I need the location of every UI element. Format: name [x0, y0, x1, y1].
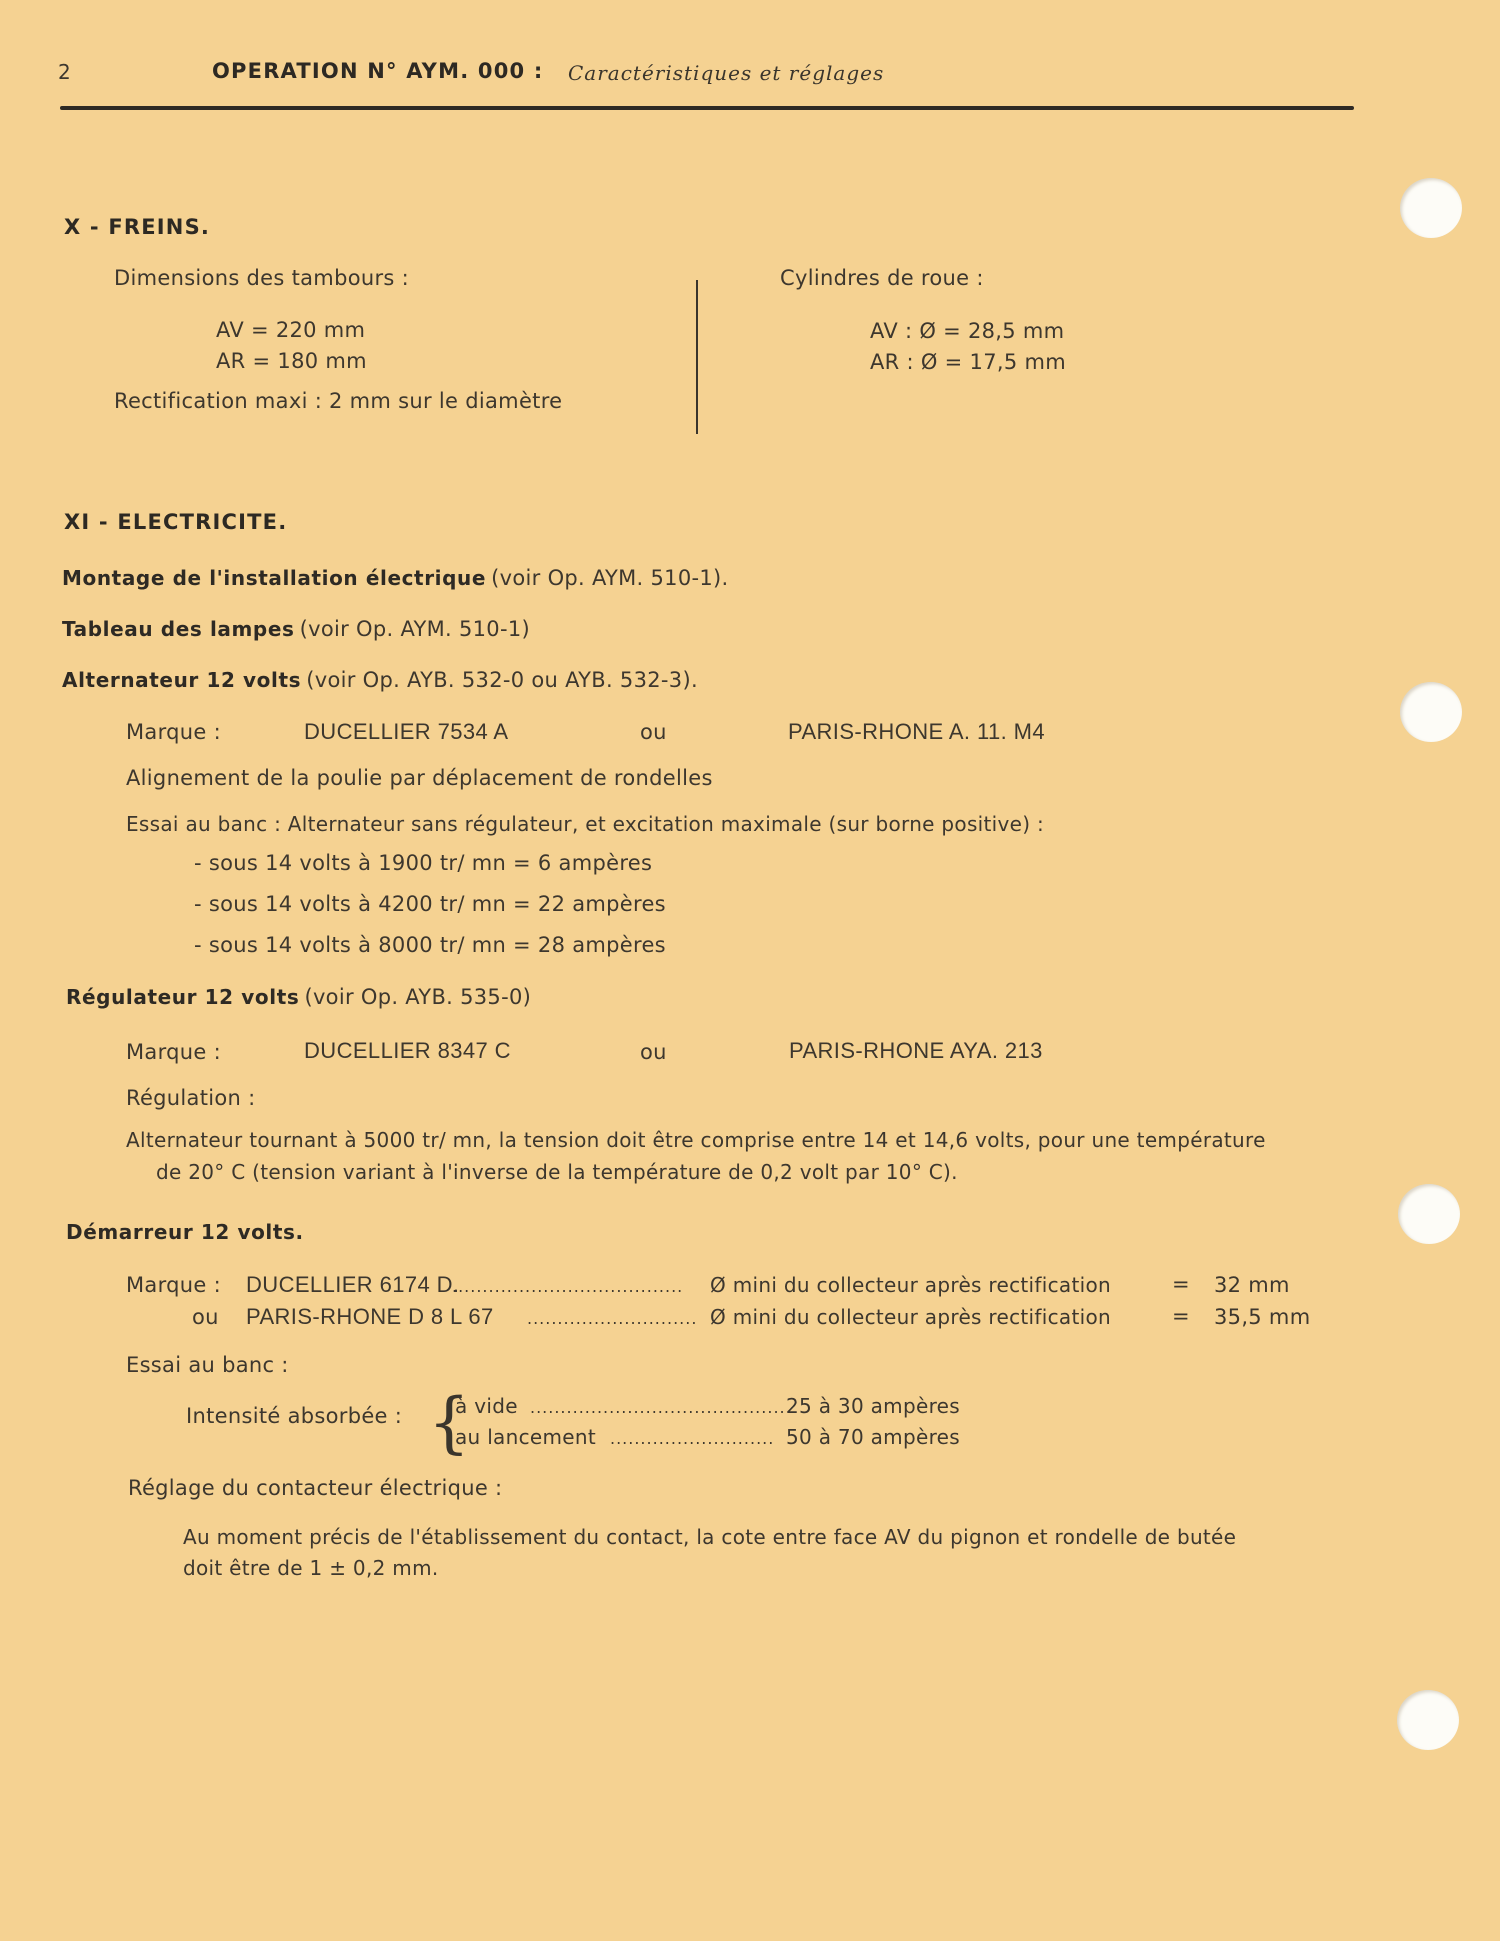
demarreur-label: Démarreur 12 volts.	[66, 1220, 304, 1244]
dem-marque-label: Marque :	[126, 1273, 221, 1297]
brace-symbol: {	[428, 1384, 470, 1461]
tableau-label: Tableau des lampes	[62, 617, 295, 641]
dem-dots-2: ............................	[527, 1309, 698, 1328]
binder-hole	[1400, 178, 1462, 238]
dem-value-1: 32 mm	[1214, 1273, 1290, 1297]
binder-hole	[1400, 682, 1462, 742]
alt-marque-1: DUCELLIER 7534 A	[304, 719, 509, 744]
dem-essai-label: Essai au banc :	[126, 1353, 289, 1377]
dem-equals-1: =	[1172, 1272, 1190, 1296]
section-electricite-title: XI - ELECTRICITE.	[64, 510, 288, 534]
alignement-text: Alignement de la poulie par déplacement de rondelles	[126, 766, 713, 790]
dem-value-2: 35,5 mm	[1214, 1305, 1311, 1329]
dem-collecteur-2: Ø mini du collecteur après rectification	[710, 1305, 1111, 1329]
lancement-label: au lancement	[455, 1425, 596, 1449]
alternateur-label: Alternateur 12 volts	[62, 668, 302, 692]
header-rule	[60, 106, 1354, 110]
section-freins-title: X - FREINS.	[64, 215, 211, 239]
tambours-label: Dimensions des tambours :	[114, 266, 409, 290]
montage-line	[62, 566, 729, 590]
page-number: 2	[58, 60, 72, 84]
dem-marque-2: PARIS-RHONE D 8 L 67	[246, 1304, 494, 1329]
regulation-label: Régulation :	[126, 1086, 256, 1110]
reg-ou: ou	[640, 1040, 667, 1064]
dem-dots-1: ......................................	[452, 1277, 684, 1296]
dem-equals-2: =	[1172, 1304, 1190, 1328]
tableau-ref: (voir Op. AYM. 510-1)	[299, 617, 530, 641]
reg-marque-2: PARIS-RHONE AYA. 213	[789, 1038, 1043, 1063]
vide-label: à vide	[455, 1394, 518, 1418]
cylindre-av: AV : Ø = 28,5 mm	[870, 319, 1065, 343]
dem-ou: ou	[192, 1305, 219, 1329]
alt-marque-label: Marque :	[126, 720, 221, 744]
cylindre-ar: AR : Ø = 17,5 mm	[870, 350, 1067, 374]
reg-marque-label: Marque :	[126, 1040, 221, 1064]
essai-line-3: - sous 14 volts à 8000 tr/ mn = 28 ampères	[194, 933, 666, 957]
tambour-av: AV = 220 mm	[216, 318, 366, 342]
binder-hole	[1398, 1184, 1460, 1244]
alt-ou: ou	[640, 720, 667, 744]
regulateur-ref: (voir Op. AYB. 535-0)	[304, 985, 532, 1009]
essai-line-2: - sous 14 volts à 4200 tr/ mn = 22 ampères	[194, 892, 666, 916]
cylindres-label: Cylindres de roue :	[780, 266, 984, 290]
alt-marque-2: PARIS-RHONE A. 11. M4	[788, 719, 1045, 744]
regulation-line-1: Alternateur tournant à 5000 tr/ mn, la tension doit être comprise entre 14 et 14,6 volts, pour une température	[126, 1128, 1266, 1152]
page-subtitle: Caractéristiques et réglages	[568, 61, 885, 85]
alternateur-ref: (voir Op. AYB. 532-0 ou AYB. 532-3).	[306, 668, 698, 692]
lancement-value: 50 à 70 ampères	[786, 1425, 960, 1449]
essai-line-1: - sous 14 volts à 1900 tr/ mn = 6 ampères	[194, 851, 653, 875]
lancement-dots: ...........................	[610, 1429, 775, 1448]
vide-dots: ...........................................	[530, 1398, 792, 1417]
tambour-ar: AR = 180 mm	[216, 349, 367, 373]
column-divider	[696, 280, 698, 434]
dem-collecteur-1: Ø mini du collecteur après rectification	[710, 1273, 1111, 1297]
reg-marque-1: DUCELLIER 8347 C	[304, 1038, 511, 1063]
tableau-line	[62, 617, 530, 641]
contacteur-label: Réglage du contacteur électrique :	[128, 1476, 503, 1500]
vide-value: 25 à 30 ampères	[786, 1394, 960, 1418]
contacteur-line-2: doit être de 1 ± 0,2 mm.	[183, 1556, 439, 1580]
operation-title: OPERATION N° AYM. 000 :	[212, 59, 544, 83]
intensite-label: Intensité absorbée :	[186, 1404, 403, 1428]
montage-label: Montage de l'installation électrique	[62, 566, 487, 590]
montage-ref: (voir Op. AYM. 510-1).	[491, 566, 729, 590]
binder-hole	[1397, 1690, 1459, 1750]
rectification-text: Rectification maxi : 2 mm sur le diamètre	[114, 389, 563, 413]
regulateur-label: Régulateur 12 volts	[66, 985, 300, 1009]
essai-banc-text: Essai au banc : Alternateur sans régulateur, et excitation maximale (sur borne positive) :	[126, 812, 1045, 836]
regulation-line-2: de 20° C (tension variant à l'inverse de la température de 0,2 volt par 10° C).	[156, 1160, 958, 1184]
alternateur-line	[62, 668, 698, 692]
regulateur-line	[66, 985, 531, 1009]
dem-marque-1: DUCELLIER 6174 D.	[246, 1272, 460, 1297]
contacteur-line-1: Au moment précis de l'établissement du contact, la cote entre face AV du pignon et rondelle de butée	[183, 1525, 1237, 1549]
